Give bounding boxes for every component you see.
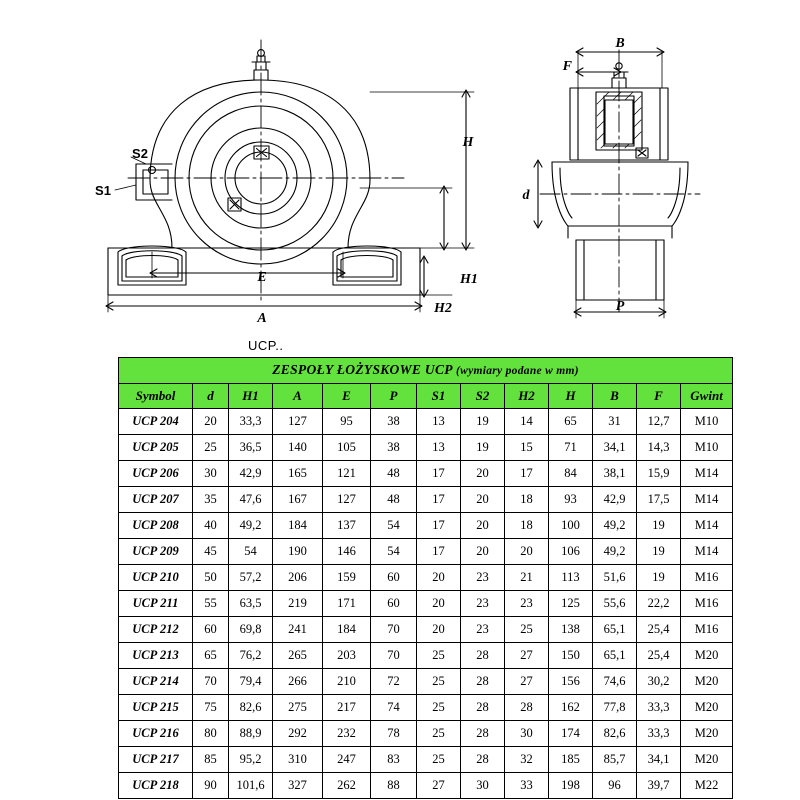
label-f: F <box>562 59 572 74</box>
cell-h1: 47,6 <box>229 487 273 513</box>
label-d: d <box>522 188 530 203</box>
cell-h2: 17 <box>505 461 549 487</box>
cell-p: 54 <box>371 513 417 539</box>
cell-e: 262 <box>323 773 371 799</box>
technical-drawing <box>0 0 800 340</box>
cell-s1: 17 <box>417 539 461 565</box>
cell-gwint: M20 <box>681 695 733 721</box>
cell-gwint: M16 <box>681 565 733 591</box>
table-row <box>119 617 733 643</box>
cell-h: 113 <box>549 565 593 591</box>
cell-s1: 20 <box>417 591 461 617</box>
cell-h2: 23 <box>505 591 549 617</box>
cell-gwint: M10 <box>681 409 733 435</box>
cell-f: 34,1 <box>637 747 681 773</box>
cell-s2: 20 <box>461 513 505 539</box>
col-s1: S1 <box>417 384 461 409</box>
cell-h: 150 <box>549 643 593 669</box>
cell-d: 70 <box>193 669 229 695</box>
cell-h1: 42,9 <box>229 461 273 487</box>
cell-symbol: UCP 209 <box>119 539 193 565</box>
cell-e: 203 <box>323 643 371 669</box>
cell-gwint: M20 <box>681 747 733 773</box>
cell-h1: 69,8 <box>229 617 273 643</box>
cell-b: 65,1 <box>593 617 637 643</box>
col-gwint: Gwint <box>681 384 733 409</box>
cell-b: 74,6 <box>593 669 637 695</box>
cell-gwint: M14 <box>681 539 733 565</box>
cell-symbol: UCP 215 <box>119 695 193 721</box>
cell-h2: 20 <box>505 539 549 565</box>
cell-h2: 32 <box>505 747 549 773</box>
cell-d: 45 <box>193 539 229 565</box>
cell-symbol: UCP 205 <box>119 435 193 461</box>
cell-s2: 19 <box>461 435 505 461</box>
cell-h2: 33 <box>505 773 549 799</box>
cell-h: 125 <box>549 591 593 617</box>
table-header-row <box>119 384 733 409</box>
table-row <box>119 435 733 461</box>
cell-f: 19 <box>637 513 681 539</box>
cell-h2: 15 <box>505 435 549 461</box>
cell-h: 71 <box>549 435 593 461</box>
cell-e: 210 <box>323 669 371 695</box>
label-a: A <box>257 311 267 326</box>
cell-gwint: M16 <box>681 591 733 617</box>
cell-h2: 27 <box>505 643 549 669</box>
col-s2: S2 <box>461 384 505 409</box>
table-row <box>119 565 733 591</box>
cell-p: 70 <box>371 617 417 643</box>
cell-f: 19 <box>637 565 681 591</box>
cell-e: 127 <box>323 487 371 513</box>
cell-e: 171 <box>323 591 371 617</box>
cell-b: 49,2 <box>593 539 637 565</box>
cell-p: 70 <box>371 643 417 669</box>
cell-d: 60 <box>193 617 229 643</box>
cell-s1: 20 <box>417 617 461 643</box>
cell-a: 292 <box>273 721 323 747</box>
cell-b: 77,8 <box>593 695 637 721</box>
cell-p: 83 <box>371 747 417 773</box>
cell-e: 95 <box>323 409 371 435</box>
cell-symbol: UCP 206 <box>119 461 193 487</box>
cell-f: 12,7 <box>637 409 681 435</box>
cell-s1: 25 <box>417 669 461 695</box>
cell-h: 138 <box>549 617 593 643</box>
col-b: B <box>593 384 637 409</box>
col-h2: H2 <box>505 384 549 409</box>
cell-b: 96 <box>593 773 637 799</box>
col-a: A <box>273 384 323 409</box>
cell-s2: 23 <box>461 565 505 591</box>
cell-b: 65,1 <box>593 643 637 669</box>
cell-s2: 28 <box>461 721 505 747</box>
cell-a: 167 <box>273 487 323 513</box>
cell-d: 90 <box>193 773 229 799</box>
cell-p: 38 <box>371 435 417 461</box>
cell-f: 14,3 <box>637 435 681 461</box>
cell-a: 127 <box>273 409 323 435</box>
table-row <box>119 409 733 435</box>
cell-h2: 27 <box>505 669 549 695</box>
cell-e: 105 <box>323 435 371 461</box>
table-row <box>119 487 733 513</box>
col-h: H <box>549 384 593 409</box>
table-row <box>119 773 733 799</box>
cell-s2: 28 <box>461 695 505 721</box>
label-h1: H1 <box>460 272 478 287</box>
cell-d: 80 <box>193 721 229 747</box>
cell-a: 266 <box>273 669 323 695</box>
cell-a: 190 <box>273 539 323 565</box>
cell-h: 162 <box>549 695 593 721</box>
cell-a: 310 <box>273 747 323 773</box>
cell-h1: 76,2 <box>229 643 273 669</box>
table-title-main: ZESPOŁY ŁOŻYSKOWE UCP <box>272 362 453 377</box>
cell-h: 65 <box>549 409 593 435</box>
cell-b: 42,9 <box>593 487 637 513</box>
cell-s1: 17 <box>417 461 461 487</box>
cell-s1: 13 <box>417 409 461 435</box>
cell-b: 82,6 <box>593 721 637 747</box>
cell-a: 184 <box>273 513 323 539</box>
cell-symbol: UCP 218 <box>119 773 193 799</box>
cell-gwint: M10 <box>681 435 733 461</box>
cell-f: 19 <box>637 539 681 565</box>
cell-s2: 28 <box>461 669 505 695</box>
cell-gwint: M20 <box>681 643 733 669</box>
cell-s1: 27 <box>417 773 461 799</box>
col-symbol: Symbol <box>119 384 193 409</box>
cell-a: 265 <box>273 643 323 669</box>
cell-gwint: M16 <box>681 617 733 643</box>
cell-h2: 25 <box>505 617 549 643</box>
cell-b: 49,2 <box>593 513 637 539</box>
cell-s2: 20 <box>461 487 505 513</box>
cell-b: 55,6 <box>593 591 637 617</box>
cell-d: 35 <box>193 487 229 513</box>
table-title-sub: (wymiary podane w mm) <box>455 365 579 377</box>
cell-h2: 30 <box>505 721 549 747</box>
cell-h: 198 <box>549 773 593 799</box>
table-title-row <box>119 358 733 384</box>
table-row <box>119 695 733 721</box>
cell-e: 217 <box>323 695 371 721</box>
cell-s1: 17 <box>417 513 461 539</box>
cell-h: 174 <box>549 721 593 747</box>
label-s1: S1 <box>95 183 111 198</box>
drawing-caption: UCP.. <box>248 338 284 353</box>
cell-s2: 23 <box>461 591 505 617</box>
cell-symbol: UCP 210 <box>119 565 193 591</box>
cell-f: 39,7 <box>637 773 681 799</box>
cell-symbol: UCP 213 <box>119 643 193 669</box>
table-row <box>119 513 733 539</box>
cell-h1: 57,2 <box>229 565 273 591</box>
label-b: B <box>615 36 625 51</box>
cell-f: 22,2 <box>637 591 681 617</box>
cell-b: 38,1 <box>593 461 637 487</box>
cell-e: 247 <box>323 747 371 773</box>
cell-h1: 95,2 <box>229 747 273 773</box>
cell-a: 206 <box>273 565 323 591</box>
cell-p: 54 <box>371 539 417 565</box>
cell-p: 38 <box>371 409 417 435</box>
ucp-spec-table <box>118 357 733 799</box>
cell-s2: 23 <box>461 617 505 643</box>
cell-s1: 25 <box>417 695 461 721</box>
cell-gwint: M20 <box>681 721 733 747</box>
cell-f: 33,3 <box>637 721 681 747</box>
cell-gwint: M20 <box>681 669 733 695</box>
cell-p: 72 <box>371 669 417 695</box>
cell-s2: 28 <box>461 643 505 669</box>
cell-h1: 36,5 <box>229 435 273 461</box>
cell-p: 88 <box>371 773 417 799</box>
cell-symbol: UCP 207 <box>119 487 193 513</box>
cell-p: 48 <box>371 461 417 487</box>
label-h: H <box>462 135 474 150</box>
cell-f: 25,4 <box>637 643 681 669</box>
cell-gwint: M14 <box>681 513 733 539</box>
cell-h: 93 <box>549 487 593 513</box>
cell-p: 74 <box>371 695 417 721</box>
cell-symbol: UCP 216 <box>119 721 193 747</box>
cell-h: 156 <box>549 669 593 695</box>
label-h2: H2 <box>434 301 452 316</box>
table-row <box>119 747 733 773</box>
cell-s2: 19 <box>461 409 505 435</box>
table-title-cell <box>119 358 733 384</box>
cell-symbol: UCP 204 <box>119 409 193 435</box>
cell-s2: 30 <box>461 773 505 799</box>
cell-b: 31 <box>593 409 637 435</box>
cell-h1: 49,2 <box>229 513 273 539</box>
table-row <box>119 461 733 487</box>
cell-f: 33,3 <box>637 695 681 721</box>
cell-h: 100 <box>549 513 593 539</box>
table-row <box>119 669 733 695</box>
cell-h: 106 <box>549 539 593 565</box>
cell-s1: 20 <box>417 565 461 591</box>
cell-s1: 25 <box>417 643 461 669</box>
cell-f: 25,4 <box>637 617 681 643</box>
cell-h: 84 <box>549 461 593 487</box>
cell-symbol: UCP 217 <box>119 747 193 773</box>
cell-d: 25 <box>193 435 229 461</box>
cell-f: 15,9 <box>637 461 681 487</box>
cell-e: 137 <box>323 513 371 539</box>
cell-a: 165 <box>273 461 323 487</box>
cell-d: 85 <box>193 747 229 773</box>
cell-d: 30 <box>193 461 229 487</box>
cell-s1: 25 <box>417 721 461 747</box>
cell-h2: 21 <box>505 565 549 591</box>
table-row <box>119 721 733 747</box>
cell-s2: 20 <box>461 539 505 565</box>
cell-h1: 33,3 <box>229 409 273 435</box>
cell-a: 327 <box>273 773 323 799</box>
cell-h1: 88,9 <box>229 721 273 747</box>
cell-symbol: UCP 214 <box>119 669 193 695</box>
cell-e: 146 <box>323 539 371 565</box>
cell-h1: 54 <box>229 539 273 565</box>
spec-table-wrapper <box>118 357 723 799</box>
cell-d: 65 <box>193 643 229 669</box>
cell-s2: 28 <box>461 747 505 773</box>
cell-h: 185 <box>549 747 593 773</box>
cell-d: 75 <box>193 695 229 721</box>
label-e: E <box>257 270 267 285</box>
cell-d: 40 <box>193 513 229 539</box>
cell-h1: 63,5 <box>229 591 273 617</box>
cell-symbol: UCP 208 <box>119 513 193 539</box>
cell-p: 78 <box>371 721 417 747</box>
cell-s1: 13 <box>417 435 461 461</box>
cell-symbol: UCP 211 <box>119 591 193 617</box>
cell-symbol: UCP 212 <box>119 617 193 643</box>
table-row <box>119 643 733 669</box>
cell-d: 55 <box>193 591 229 617</box>
col-e: E <box>323 384 371 409</box>
cell-d: 20 <box>193 409 229 435</box>
cell-p: 48 <box>371 487 417 513</box>
cell-p: 60 <box>371 591 417 617</box>
col-h1: H1 <box>229 384 273 409</box>
cell-h1: 101,6 <box>229 773 273 799</box>
cell-e: 232 <box>323 721 371 747</box>
cell-a: 241 <box>273 617 323 643</box>
cell-b: 51,6 <box>593 565 637 591</box>
cell-h1: 82,6 <box>229 695 273 721</box>
cell-f: 30,2 <box>637 669 681 695</box>
col-d: d <box>193 384 229 409</box>
cell-b: 85,7 <box>593 747 637 773</box>
cell-d: 50 <box>193 565 229 591</box>
cell-b: 34,1 <box>593 435 637 461</box>
col-p: P <box>371 384 417 409</box>
label-s2: S2 <box>132 146 148 161</box>
cell-a: 219 <box>273 591 323 617</box>
cell-s2: 20 <box>461 461 505 487</box>
cell-e: 159 <box>323 565 371 591</box>
cell-s1: 17 <box>417 487 461 513</box>
cell-p: 60 <box>371 565 417 591</box>
cell-h2: 18 <box>505 513 549 539</box>
cell-gwint: M14 <box>681 461 733 487</box>
table-row <box>119 591 733 617</box>
cell-gwint: M22 <box>681 773 733 799</box>
cell-h1: 79,4 <box>229 669 273 695</box>
label-p: P <box>615 299 625 314</box>
table-body <box>119 409 733 799</box>
table-row <box>119 539 733 565</box>
cell-gwint: M14 <box>681 487 733 513</box>
cell-f: 17,5 <box>637 487 681 513</box>
cell-h2: 28 <box>505 695 549 721</box>
cell-a: 140 <box>273 435 323 461</box>
cell-s1: 25 <box>417 747 461 773</box>
cell-e: 184 <box>323 617 371 643</box>
cell-a: 275 <box>273 695 323 721</box>
cell-h2: 18 <box>505 487 549 513</box>
cell-h2: 14 <box>505 409 549 435</box>
cell-e: 121 <box>323 461 371 487</box>
col-f: F <box>637 384 681 409</box>
